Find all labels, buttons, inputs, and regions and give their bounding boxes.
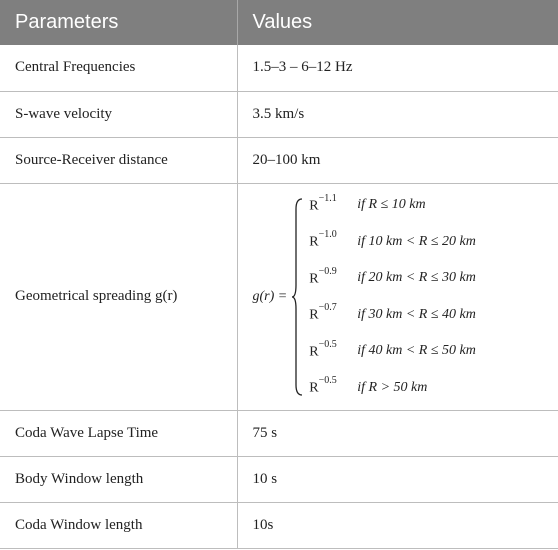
table-row (0, 456, 558, 502)
header-values: Values (237, 0, 558, 45)
left-brace-icon (291, 197, 303, 397)
parameter-cell: S-wave velocity (0, 91, 237, 137)
piecewise-formula (253, 187, 558, 406)
table-row (0, 410, 558, 456)
header-row (0, 0, 558, 45)
formula-case: $R^{-0.7}$ if 30 km < R ≤ 40 km (309, 302, 476, 324)
value-cell (237, 183, 558, 410)
parameter-cell: Coda Window length (0, 502, 237, 548)
formula-cases (309, 187, 476, 406)
formula-case: $R^{-1.1}$ if R ≤ 10 km (309, 192, 426, 214)
value-cell: 3.5 km/s (237, 91, 558, 137)
value-cell: 10 s (237, 456, 558, 502)
parameter-cell: Body Window length (0, 456, 237, 502)
formula-case: $R^{-0.5}$ if 40 km < R ≤ 50 km (309, 338, 476, 360)
formula-case: $R^{-0.5}$ if R > 50 km (309, 375, 428, 397)
formula-case: $R^{-0.9}$ if 20 km < R ≤ 30 km (309, 265, 476, 287)
header-parameters: Parameters (0, 0, 237, 45)
formula-lhs: g(r) = (252, 288, 288, 304)
table-row (0, 45, 558, 91)
parameter-cell: Source-Receiver distance (0, 137, 237, 183)
formula-case: $R^{-1.0}$ if 10 km < R ≤ 20 km (309, 229, 476, 251)
value-cell: 10s (237, 502, 558, 548)
value-cell: 75 s (237, 410, 558, 456)
value-cell: 20–100 km (237, 137, 558, 183)
parameter-cell: Geometrical spreading g(r) (0, 183, 237, 410)
table-row (0, 183, 558, 410)
table-row (0, 91, 558, 137)
value-cell: 1.5–3 – 6–12 Hz (237, 45, 558, 91)
parameter-cell: Coda Wave Lapse Time (0, 410, 237, 456)
parameter-cell: Central Frequencies (0, 45, 237, 91)
table-row (0, 502, 558, 548)
table-row (0, 137, 558, 183)
